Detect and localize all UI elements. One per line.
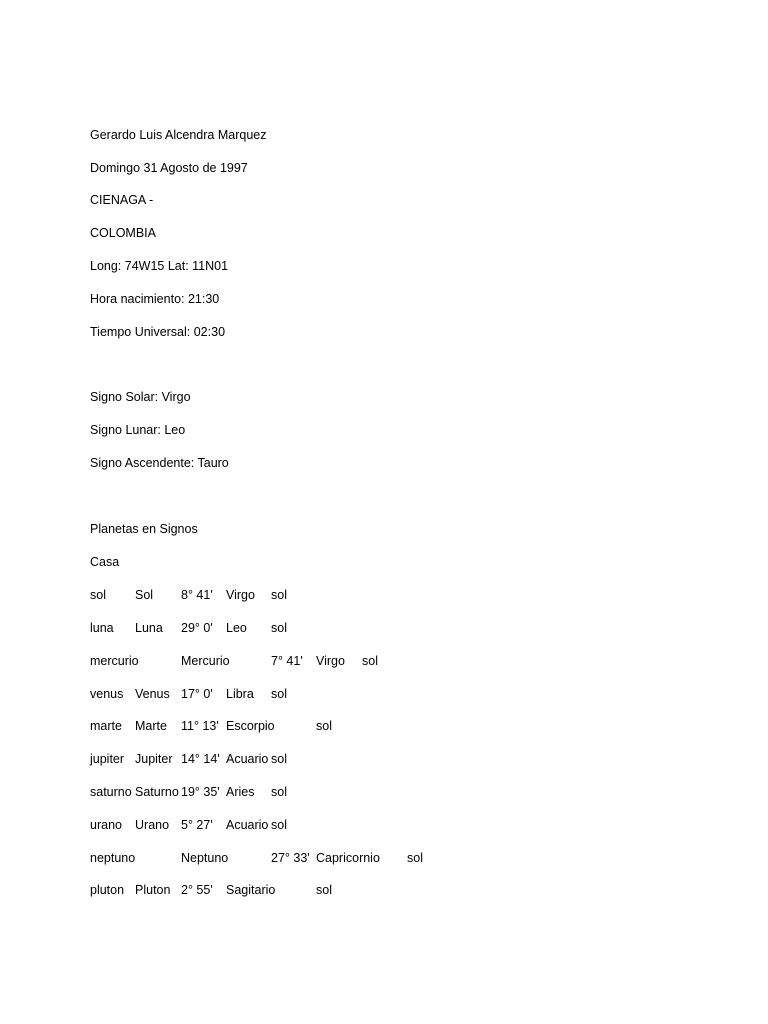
planet-sign: Sagitario	[226, 883, 276, 897]
coordinates: Long: 74W15 Lat: 11N01	[90, 259, 229, 273]
planet-key: marte	[90, 719, 122, 733]
planet-sign: Escorpio	[226, 719, 275, 733]
planet-sign: Aries	[226, 785, 255, 799]
house-label: Casa	[90, 555, 120, 569]
planet-name: Jupiter	[135, 752, 173, 766]
universal-time: Tiempo Universal: 02:30	[90, 325, 226, 339]
planet-house: sol	[271, 621, 287, 635]
planet-house: sol	[362, 654, 378, 668]
ascendant-sign: Signo Ascendente: Tauro	[90, 456, 229, 470]
planet-key: venus	[90, 687, 124, 701]
planet-degree: 19° 35'	[181, 785, 220, 799]
planet-row-venus	[0, 686, 768, 702]
planet-house: sol	[316, 883, 332, 897]
planet-key: sol	[90, 588, 106, 602]
planet-name: Sol	[135, 588, 154, 602]
planets-section-title: Planetas en Signos	[90, 522, 198, 536]
planet-key: urano	[90, 818, 122, 832]
planet-house: sol	[316, 719, 332, 733]
planet-sign: Virgo	[226, 588, 255, 602]
planet-sign: Libra	[226, 687, 254, 701]
planet-house: sol	[407, 851, 423, 865]
planet-row-urano	[0, 817, 768, 833]
planet-degree: 11° 13'	[181, 719, 219, 733]
birth-city: CIENAGA -	[90, 193, 154, 207]
planet-degree: 14° 14'	[181, 752, 220, 766]
planet-key: jupiter	[90, 752, 125, 766]
planet-row-saturno	[0, 784, 768, 800]
planet-house: sol	[271, 687, 287, 701]
planet-key: mercurio	[90, 654, 139, 668]
planet-sign: Acuario	[226, 818, 269, 832]
lunar-sign: Signo Lunar: Leo	[90, 423, 186, 437]
planet-row-pluton	[0, 882, 768, 898]
planet-row-sol	[0, 587, 768, 603]
planet-row-marte	[0, 718, 768, 734]
planet-row-mercurio	[0, 653, 768, 669]
planet-house: sol	[271, 588, 287, 602]
solar-sign: Signo Solar: Virgo	[90, 390, 191, 404]
planet-degree: 29° 0'	[181, 621, 213, 635]
planet-degree: 17° 0'	[181, 687, 213, 701]
planet-name: Saturno	[135, 785, 179, 799]
planet-name: Neptuno	[181, 851, 229, 865]
planet-degree: 2° 55'	[181, 883, 213, 897]
planet-name: Mercurio	[181, 654, 230, 668]
planet-row-jupiter	[0, 751, 768, 767]
planet-name: Urano	[135, 818, 170, 832]
planet-key: pluton	[90, 883, 125, 897]
planet-key: neptuno	[90, 851, 136, 865]
planet-name: Pluton	[135, 883, 171, 897]
planet-house: sol	[271, 752, 287, 766]
birth-date: Domingo 31 Agosto de 1997	[90, 161, 248, 175]
person-name: Gerardo Luis Alcendra Marquez	[90, 128, 267, 142]
planet-sign: Capricornio	[316, 851, 380, 865]
planet-degree: 5° 27'	[181, 818, 213, 832]
planet-row-luna	[0, 620, 768, 636]
planet-degree: 8° 41'	[181, 588, 213, 602]
planet-name: Luna	[135, 621, 163, 635]
birth-country: COLOMBIA	[90, 226, 156, 240]
planet-name: Marte	[135, 719, 167, 733]
planet-name: Venus	[135, 687, 170, 701]
planet-house: sol	[271, 785, 287, 799]
planet-row-neptuno	[0, 850, 768, 866]
planet-sign: Leo	[226, 621, 247, 635]
planet-sign: Acuario	[226, 752, 269, 766]
planet-degree: 27° 33'	[271, 851, 310, 865]
planet-house: sol	[271, 818, 287, 832]
planet-key: saturno	[90, 785, 132, 799]
planet-sign: Virgo	[316, 654, 345, 668]
birth-time: Hora nacimiento: 21:30	[90, 292, 220, 306]
planet-degree: 7° 41'	[271, 654, 303, 668]
planet-key: luna	[90, 621, 114, 635]
